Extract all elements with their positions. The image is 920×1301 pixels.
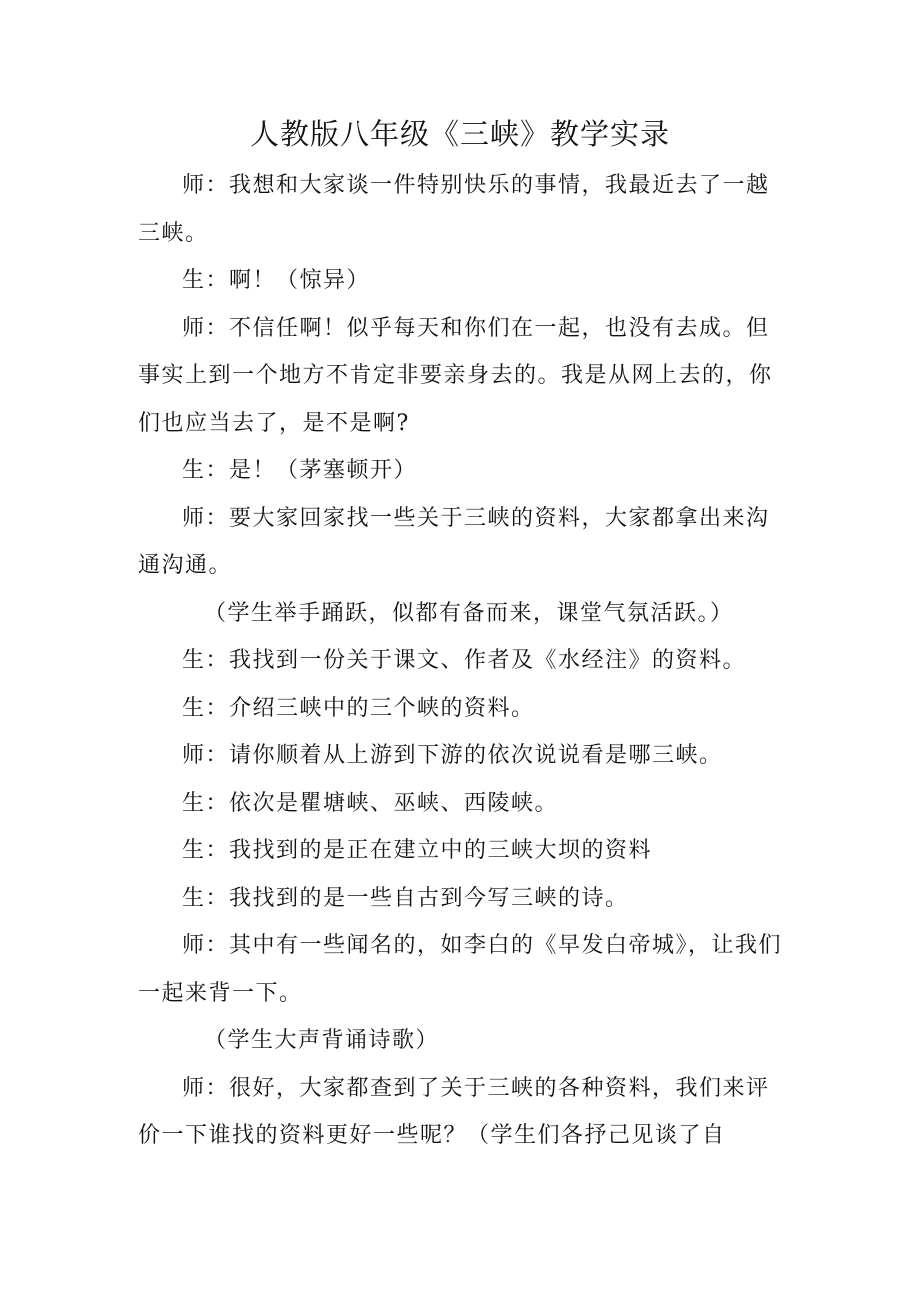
paragraph: 师：其中有一些闻名的，如李白的《早发白帝城》，让我们一起来背一下。 bbox=[138, 933, 783, 1006]
paragraph: 师：请你顺着从上游到下游的依次说说看是哪三峡。 bbox=[182, 743, 723, 768]
paragraph: 师：我想和大家谈一件特别快乐的事情，我最近去了一越三峡。 bbox=[138, 173, 770, 246]
paragraph: 师：要大家回家找一些关于三峡的资料，大家都拿出来沟通沟通。 bbox=[138, 505, 770, 578]
paragraph: 生：我找到一份关于课文、作者及《水经注》的资料。 bbox=[182, 648, 747, 673]
paragraph: 生：我找到的是正在建立中的三峡大坝的资料 bbox=[182, 838, 653, 863]
paragraph: 师：很好，大家都查到了关于三峡的各种资料，我们来评价一下谁找的资料更好一些呢？（学生们各抒己见谈了自 bbox=[138, 1075, 770, 1148]
document-body bbox=[138, 162, 790, 1160]
narration-paragraph: （学生举手踊跃，似都有备而来，课堂气氛活跃。） bbox=[204, 600, 734, 626]
narration-paragraph: （学生大声背诵诗歌） bbox=[204, 1028, 440, 1053]
paragraph: 师：不信任啊！似乎每天和你们在一起，也没有去成。但事实上到一个地方不肯定非要亲身去的。我是从网上去的，你们也应当去了，是不是啊? bbox=[138, 315, 773, 436]
paragraph: 生：是！（茅塞顿开） bbox=[182, 458, 418, 483]
paragraph: 生：啊！（惊异） bbox=[182, 268, 371, 293]
paragraph: 生：依次是瞿塘峡、巫峡、西陵峡。 bbox=[182, 790, 559, 816]
paragraph: 生：我找到的是一些自古到今写三峡的诗。 bbox=[182, 885, 629, 911]
document-title: 人教版八年级《三峡》教学实录 bbox=[249, 117, 670, 151]
paragraph: 生：介绍三峡中的三个峡的资料。 bbox=[182, 695, 535, 721]
